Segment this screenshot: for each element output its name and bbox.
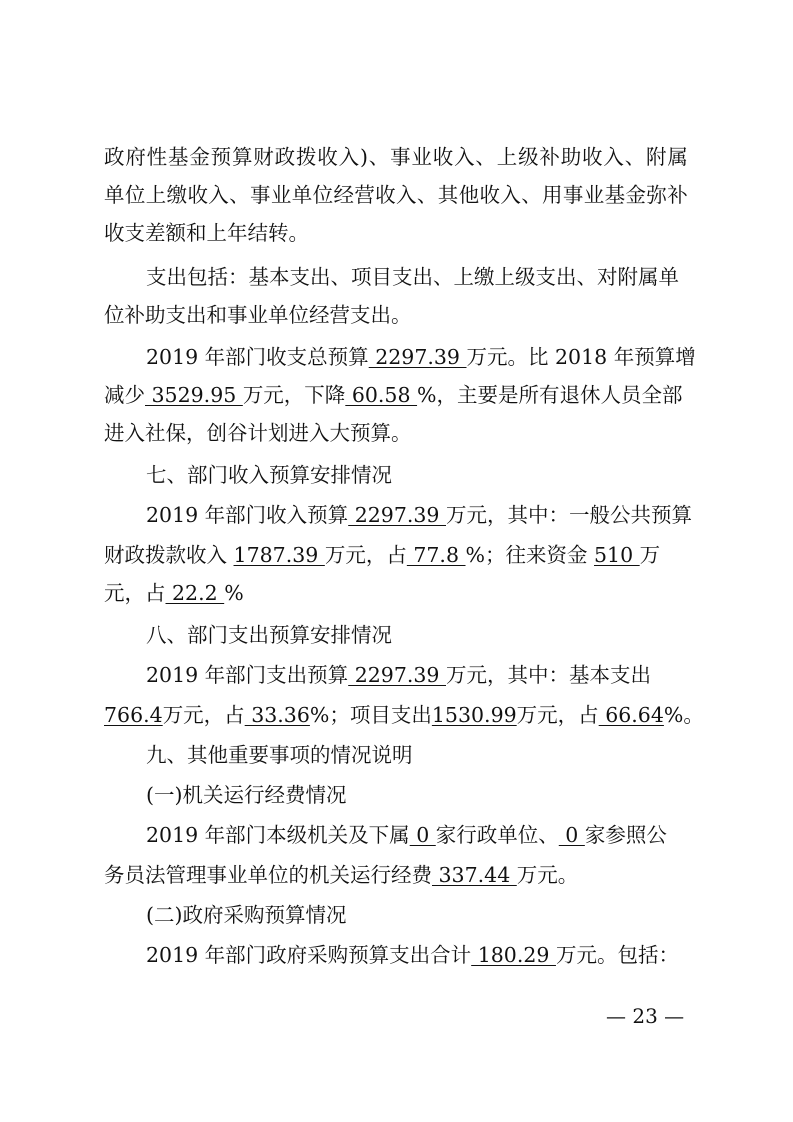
line-14-a: 2019 年部门支出预算: [146, 663, 349, 687]
income-budget-value: 2297.39: [348, 503, 446, 527]
subsection-2-title: (二)政府采购预算情况: [146, 903, 347, 927]
project-expense-percent: 66.64: [598, 703, 664, 727]
operating-expense-value: 337.44: [432, 863, 517, 887]
line-4-text: 支出包括：基本支出、项目支出、上缴上级支出、对附属单: [146, 265, 679, 289]
line-15-f: 万元，占: [516, 703, 599, 727]
line-10-a: 2019 年部门收入预算: [146, 503, 349, 527]
line-18-a: 2019 年部门本级机关及下属: [146, 823, 410, 847]
text-line-4: [146, 262, 793, 292]
line-15-b: 万元，占: [162, 703, 245, 727]
line-7-c: 万元，下降: [242, 383, 346, 407]
decrease-amount-value: 3529.95: [145, 383, 243, 407]
line-10-c: 万元，其中：一般公共预算: [446, 503, 692, 527]
line-19-c: 万元。: [516, 863, 579, 887]
text-line-8: [104, 418, 793, 448]
public-service-units-count: 0: [558, 823, 585, 847]
text-line-2: [104, 180, 688, 210]
procurement-total-value: 180.29: [471, 943, 556, 967]
line-5-text: 位补助支出和事业单位经营支出。: [104, 303, 412, 327]
expense-budget-value: 2297.39: [348, 663, 446, 687]
line-12-c: %: [224, 581, 244, 605]
subsection-heading-2: [146, 900, 793, 930]
text-line-6: [146, 342, 793, 372]
text-line-3: [104, 218, 793, 248]
section-heading-7: [146, 460, 793, 490]
line-6-c: 万元。比 2018 年预算增: [466, 345, 696, 369]
subsection-1-title: (一)机关运行经费情况: [146, 783, 347, 807]
text-line-5: [104, 300, 793, 330]
line-18-c: 家行政单位、: [435, 823, 559, 847]
section-7-title: 七、部门收入预算安排情况: [146, 463, 392, 487]
text-line-18: [146, 820, 793, 850]
project-expense-value: 1530.99: [431, 703, 517, 727]
fiscal-allocation-value: 1787.39: [233, 543, 325, 567]
text-line-7: [104, 380, 793, 410]
text-line-11: [104, 540, 793, 570]
line-3-text: 收支差额和上年结转。: [104, 221, 309, 245]
text-line-15: [104, 700, 793, 730]
line-11-c: 万元，占: [324, 543, 407, 567]
text-line-21: [146, 940, 793, 970]
fiscal-allocation-percent: 77.8: [406, 543, 466, 567]
section-8-title: 八、部门支出预算安排情况: [146, 623, 392, 647]
line-11-g: 万: [639, 543, 661, 567]
section-9-title: 九、其他重要事项的情况说明: [146, 743, 413, 767]
current-funds-value: 510: [594, 543, 640, 567]
page-number: — 23 —: [606, 1004, 685, 1028]
line-7-e: %，主要是所有退休人员全部: [417, 383, 683, 407]
line-8-text: 进入社保，创谷计划进入大预算。: [104, 421, 412, 445]
line-19-a: 务员法管理事业单位的机关运行经费: [104, 863, 432, 887]
subsection-heading-1: [146, 780, 793, 810]
section-heading-9: [146, 740, 793, 770]
line-1-text: 政 府 性 基 金 预 算 财 政 拨 收 入 ) 、 事 业 收 入 、 上 级 补 助 收 入 、 附 属: [104, 145, 688, 169]
line-15-d: %；项目支出: [309, 703, 432, 727]
line-12-a: 元，占: [104, 581, 166, 605]
current-funds-percent: 22.2: [165, 581, 225, 605]
section-heading-8: [146, 620, 793, 650]
basic-expense-value: 766.4: [104, 703, 163, 727]
text-line-12: [104, 578, 793, 608]
line-11-e: %；往来资金: [465, 543, 595, 567]
line-14-c: 万元，其中：基本支出: [446, 663, 651, 687]
line-7-a: 减少: [104, 383, 145, 407]
line-18-e: 家参照公: [584, 823, 667, 847]
total-budget-value: 2297.39: [368, 345, 467, 369]
line-2-text: 单 位 上 缴 收 入 、 事 业 单 位 经 营 收 入 、 其 他 收 入 、 用 事 业 基 金 弥 补: [104, 183, 688, 207]
line-6-a: 2019 年部门收支总预算: [146, 345, 369, 369]
text-line-1: [104, 142, 688, 172]
text-line-19: [104, 860, 793, 890]
text-line-14: [146, 660, 793, 690]
line-15-h: %。: [663, 703, 704, 727]
text-line-10: [146, 500, 793, 530]
line-21-a: 2019 年部门政府采购预算支出合计: [146, 943, 472, 967]
basic-expense-percent: 33.36: [244, 703, 310, 727]
admin-units-count: 0: [409, 823, 436, 847]
line-21-c: 万元。包括：: [555, 943, 679, 967]
decrease-percent-value: 60.58: [345, 383, 418, 407]
line-11-a: 财政拨款收入: [104, 543, 234, 567]
